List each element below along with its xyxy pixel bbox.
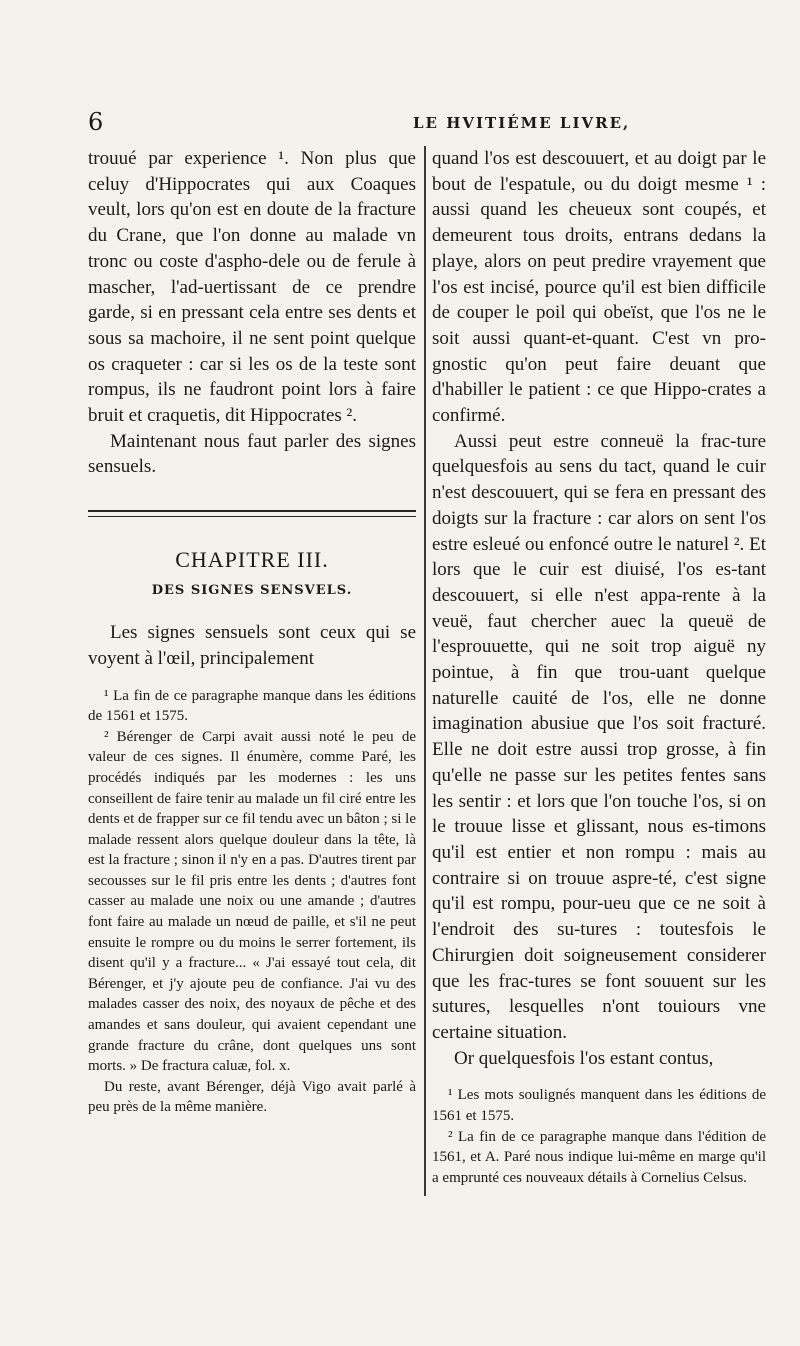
right-paragraph: Or quelquesfois l'os estant contus, [454, 1047, 714, 1069]
footnote: ¹ Les mots soulignés manquent dans les éditions de 1561 et 1575. [432, 1087, 766, 1124]
chapter-subtitle: DES SIGNES SENSVELS. [151, 583, 353, 599]
left-footnotes [88, 686, 416, 1118]
right-footnotes [432, 1085, 766, 1188]
footnote: ² Bérenger de Carpi avait aussi noté le peu de valeur de ces signes. Il énumère, comme Paré, les procédés indiqués par les modernes : les uns conseillent de faire tenir au malade un fil ciré entre les dents et de frapper sur ce fil tendu avec un bâton ; si le malade ressent alors quelque douleur dans la tête, là est la fracture ; sinon il n'y en a pas. D'autres tirent par secousses sur le fil pris entre les dents ; d'autres font casser au malade une noix ou une amande ; d'autres font faire au malade un nœud de paille, et s'il ne peut ensuite le rompre ou du moins le serrer fortement, ils disent qu'il y a fracture... « J'ai essayé tout cela, dit Bérenger, et j'y ajoute peu de confiance. J'ai vu des malades casser des noix, des noyaux de pêche et des amandes et sans douleur, qui avaient cependant une grande fracture du crâne, dont quelques uns sont morts. » De fractura caluæ, fol. x. [88, 728, 416, 1075]
right-paragraph: quand l'os est descouuert, et au doigt par le bout de l'espatule, ou du doigt mesme ¹ : aussi quand les cheueux sont coupés, et demeurent tous droits, entrans dedans la playe, alors on peut predire vrayement que l'os est incisé, pource qu'il est bien difficile de couper le poil qui obeïst, que l'os ne le soit aussi quant-et-quant. C'est vn pro-gnostic qu'on peut faire deuant que d'habiller le patient : ce que Hippo-crates a confirmé. [432, 148, 766, 427]
chapter-separator [88, 510, 416, 517]
chapter-body [88, 620, 416, 671]
page-number: 6 [88, 108, 104, 136]
left-paragraph: trouué par experience ¹. Non plus que celuy d'Hippocrates qui aux Coaques veult, lors qu'on est en doute de la fracture du Crane, que l'on donne au malade vn tronc ou coste d'aspho-dele ou de ferule à mascher, l'ad-uertissant de ce prendre garde, si en pressant cela entre ses dents et sous sa machoire, il ne sent point quelque os craqueter : car si les os de la teste sont rompus, ils ne faudront point lors à faire bruit et craquetis, dit Hippocrates ². [88, 148, 416, 427]
left-paragraph: Maintenant nous faut parler des signes sensuels. [88, 430, 416, 478]
column-divider [424, 146, 426, 1196]
chapter-paragraph: Les signes sensuels sont ceux qui se voyent à l'œil, principalement [88, 622, 416, 669]
footnote: ² La fin de ce paragraphe manque dans l'édition de 1561, et A. Paré nous indique lui-même en marge qu'il a emprunté ces nouveaux détails à Cornelius Celsus. [432, 1128, 766, 1186]
running-head: LE HVITIÉME LIVRE, [413, 114, 631, 132]
left-main-text [88, 146, 416, 480]
right-column [432, 146, 766, 1188]
right-main-text [432, 146, 766, 1071]
chapter-title: CHAPITRE III. [175, 547, 329, 573]
footnote: Du reste, avant Bérenger, déjà Vigo avait parlé à peu près de la même manière. [88, 1078, 416, 1116]
page-header [88, 108, 788, 138]
right-paragraph: Aussi peut estre conneuë la frac-ture quelquesfois au sens du tact, quand le cuir n'est descouuert, qui se fera en pressant des doigts sur la fracture : car alors on sent l'os estre esleué ou enfoncé outre le naturel ². Et lors que le cuir est diuisé, l'os es-tant descouuert, si elle n'est appa-rente à la veuë, faut chercher auec la queuë de l'esprouuette, qui ne soit trop aiguë ny pointue, à fin que trou-uant quelque naturelle cauité de l'os, elle ne donne imagination abusiue que l'os soit fracturé. Elle ne doit estre aussi trop grosse, à fin qu'elle ne passe sur les petites fentes sans les sentir : et lors que l'on touche l'os, si on le trouue lisse et glissant, nous es-timons qu'il est entier et non rompu : mais au contraire si on trouue aspre-té, c'est signe qu'il est rompu, pour-ueu que ce ne soit à l'endroit des su-tures : toutesfois le Chirurgien doit soigneusement considerer que les frac-tures se font souuent sur les sutures, lesquelles n'ont touiours vne certaine situation. [432, 430, 766, 1043]
left-column [88, 146, 416, 1118]
footnote: ¹ La fin de ce paragraphe manque dans les éditions de 1561 et 1575. [88, 687, 416, 725]
